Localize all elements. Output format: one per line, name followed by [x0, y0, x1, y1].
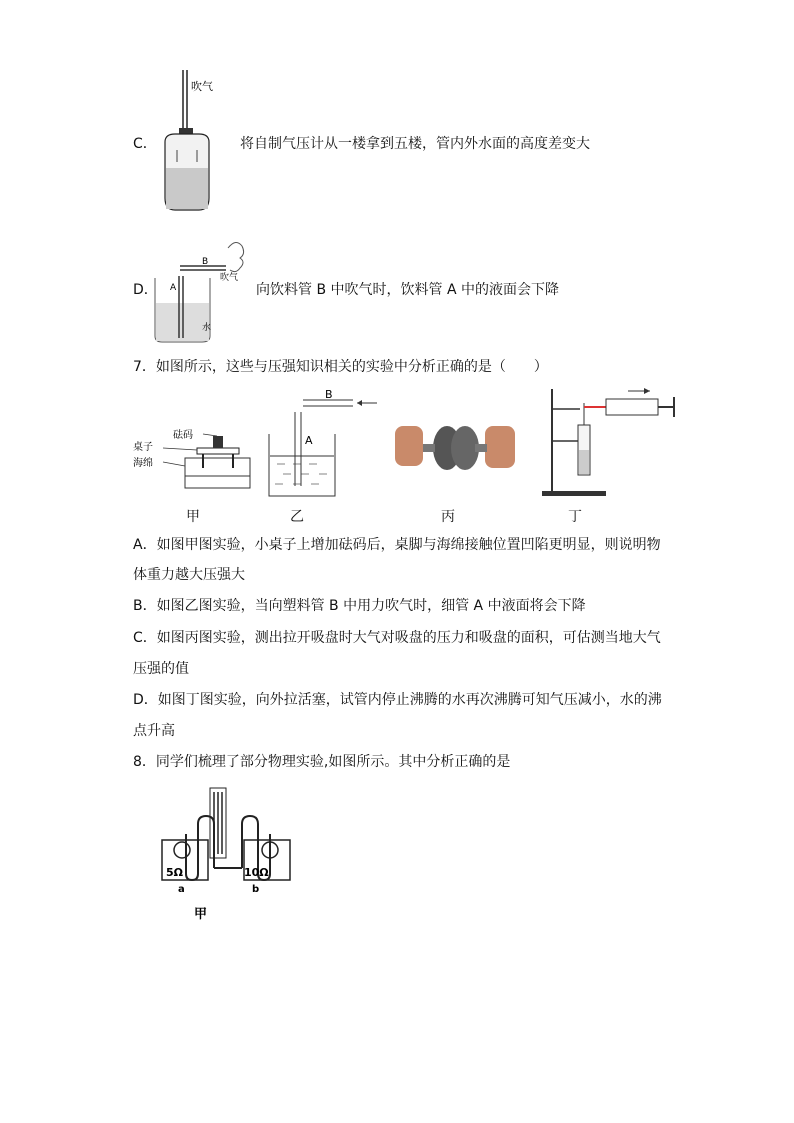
label-b-d: B: [202, 257, 209, 267]
blow-label-d: 吹气: [220, 273, 239, 283]
fig-caption-ding: 丁: [568, 509, 582, 525]
fig-caption-bing: 丙: [441, 509, 455, 525]
blow-label-c: 吹气: [191, 80, 213, 93]
resistor-5-label: 5Ω: [166, 866, 184, 879]
label-a-d: A: [170, 283, 177, 293]
q6-option-d-text: 向饮料管 B 中吹气时，饮料管 A 中的液面会下降: [256, 282, 559, 298]
fig-jia-table-sponge: [133, 428, 253, 490]
label-b-yi: B: [325, 388, 333, 401]
label-a-yi: A: [305, 434, 313, 447]
barometer-figure: [155, 70, 235, 215]
q8-stem: 8．同学们梳理了部分物理实验,如图所示。其中分析正确的是: [133, 754, 511, 770]
resistor-10-label: 10Ω: [244, 866, 269, 879]
label-a-q8: a: [178, 884, 185, 895]
q7-stem: 7．如图所示，这些与压强知识相关的实验中分析正确的是（ ）: [133, 359, 548, 375]
straw-beaker-figure: [150, 228, 255, 346]
q6-option-c-text: 将自制气压计从一楼拿到五楼，管内外水面的高度差变大: [240, 136, 590, 152]
q7-option-c-line1: C．如图丙图实验，测出拉开吸盘时大气对吸盘的压力和吸盘的面积，可估测当地大气: [133, 630, 661, 646]
fig-ding-syringe: [540, 385, 690, 500]
q7-option-b: B．如图乙图实验，当向塑料管 B 中用力吹气时，细管 A 中液面将会下降: [133, 598, 586, 614]
table-label: 桌子: [133, 442, 153, 453]
weight-label: 砝码: [173, 430, 193, 441]
label-b-q8: b: [252, 884, 260, 895]
q6-option-d-letter: D．: [133, 282, 158, 298]
fig-q8-caption: 甲: [194, 907, 208, 922]
fig-bing-suction-cups: [395, 418, 515, 483]
q7-option-d-line2: 点升高: [133, 723, 175, 739]
q7-option-a-line1: A．如图甲图实验，小桌子上增加砝码后，桌脚与海绵接触位置凹陷更明显，则说明物: [133, 537, 661, 553]
q6-option-c-letter: C．: [133, 136, 157, 152]
sponge-label: 海绵: [133, 458, 153, 469]
q7-option-a-line2: 体重力越大压强大: [133, 567, 245, 583]
fig-caption-yi: 乙: [290, 509, 304, 525]
water-label-d: 水: [202, 323, 212, 333]
fig-yi-beaker: [265, 390, 415, 500]
fig-q8-u-tubes: [160, 784, 300, 924]
q7-option-d-line1: D．如图丁图实验，向外拉活塞，试管内停止沸腾的水再次沸腾可知气压减小，水的沸: [133, 692, 662, 708]
q7-option-c-line2: 压强的值: [133, 661, 189, 677]
fig-caption-jia: 甲: [186, 509, 200, 525]
